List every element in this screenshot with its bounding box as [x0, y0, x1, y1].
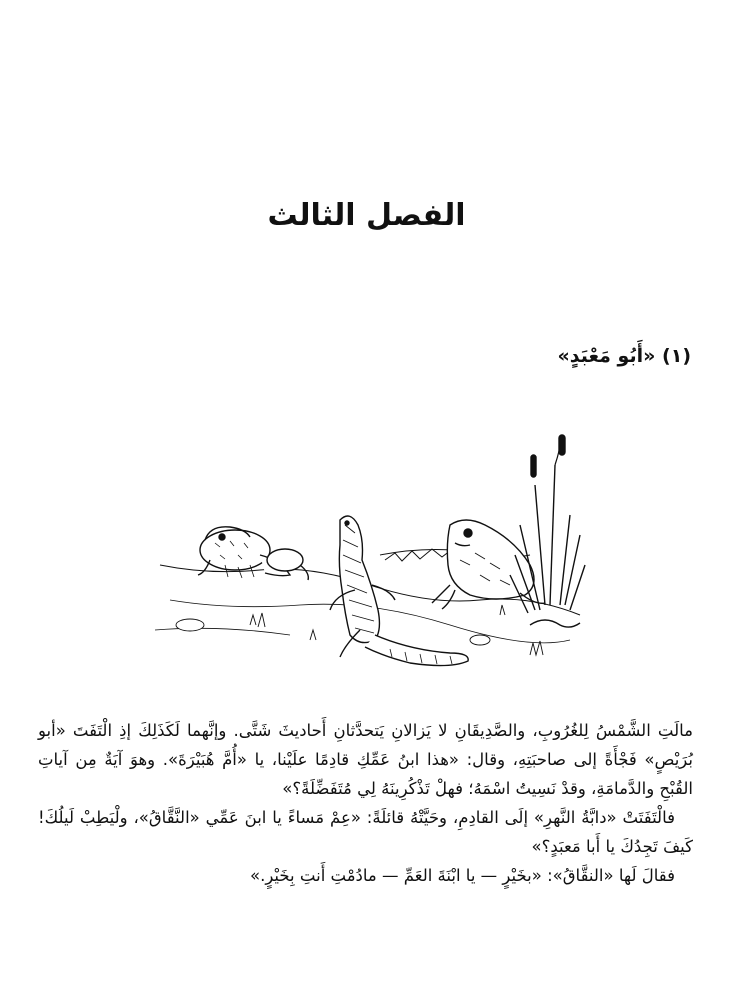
paragraph: مالَتِ الشَّمْسُ لِلغُرُوبِ، والصَّدِيقَانِ لا يَزالانِ يَتحدَّثانِ أَحاديثَ شَتَّى. وإنَّهما لَكَذَلِكَ إذِ الْتَفَتَ «أبو بُرَيْصٍ» فَجْأَةً إلى صاحبَتِهِ، وقال: «هذا ابنُ عَمِّكِ قادِمًا علَيْنا، يا «أُمَّ هُبَيْرَةَ». وهوَ آيَةٌ مِن آياتِ القُبْحِ والدَّمامَةِ، وقدْ نَسِيتُ اسْمَهُ؛ فهلْ تَذْكُرِينَهُ لِي مُتَفَضِّلَةً؟» [38, 721, 693, 798]
frogs-and-lizard-illustration [150, 425, 590, 680]
text-body [38, 716, 693, 890]
cattails [510, 435, 585, 627]
paragraph: فقالَ لَها «النقَّاقُ»: «بخَيْرٍ — يا ابْنَةَ العَمِّ — مادُمْتِ أَنتِ بِخَيْرٍ.» [249, 866, 675, 885]
section-heading: (١) «أَبُو مَعْبَدٍ» [557, 345, 691, 367]
paragraph: فالْتَفَتَتْ «دابَّةُ النَّهرِ» إلَى القادِمِ، وحَيَّتْهُ قائلَةً: «عِمْ مَساءً يا ابنَ عَمِّي «النَّقَّاقُ»، ولْيَطِبْ لَيلُكَ! كَيفَ تَجِدُكَ يا أَبا مَعبَدٍ؟» [38, 808, 693, 856]
chapter-title: الفصل الثالث [267, 198, 466, 233]
right-frog [432, 520, 545, 609]
